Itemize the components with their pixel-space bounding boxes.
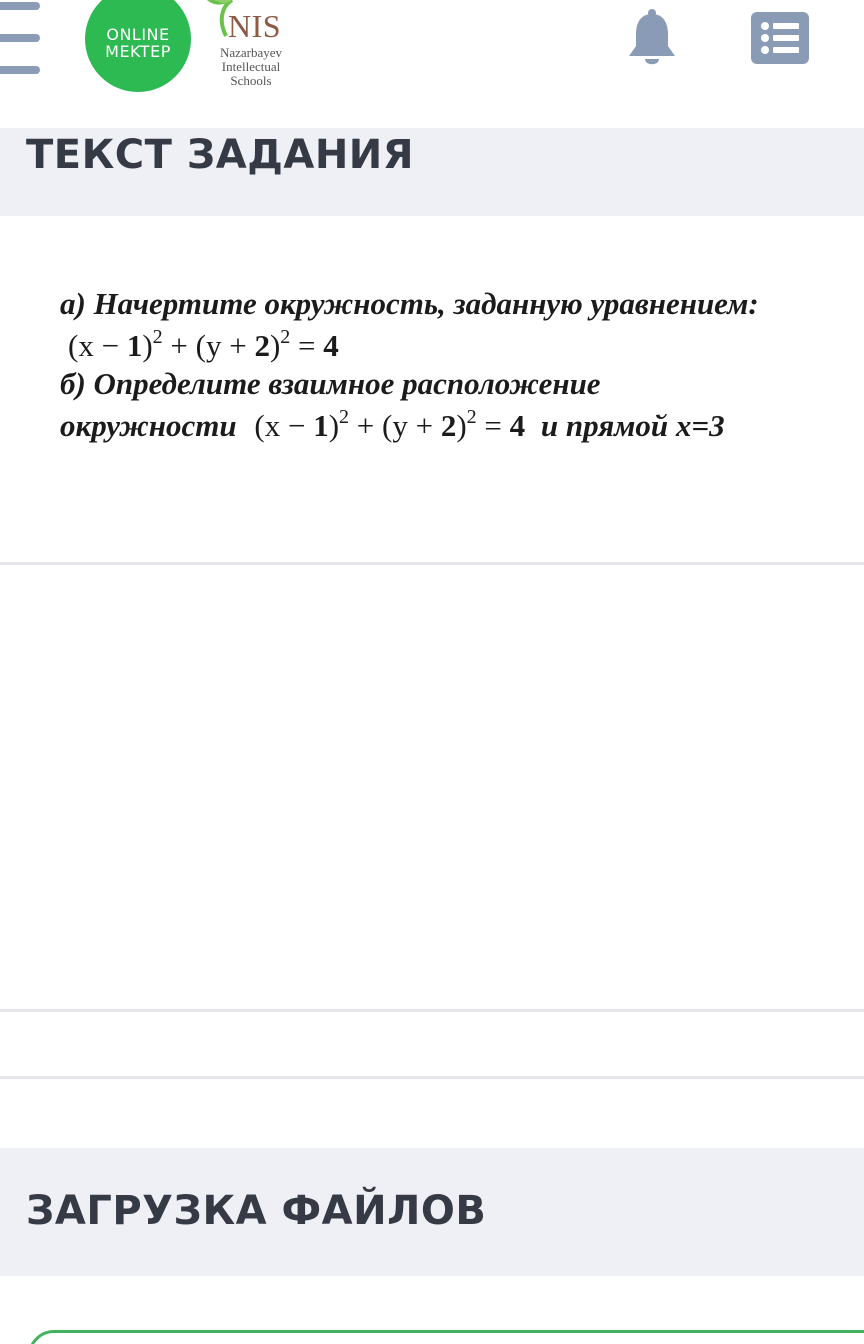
eq2-exp1: 2 <box>339 406 350 428</box>
upload-section-title: ЗАГРУЗКА ФАЙЛОВ <box>26 1188 487 1234</box>
eq-part3: = <box>290 328 324 363</box>
task-line-b-suffix: и прямой x=3 <box>540 408 725 443</box>
eq-exp1: 2 <box>152 326 163 348</box>
logo-online-line2: MEKTEP <box>105 42 171 61</box>
task-line-a: а) Начертите окружность, заданную уравнением: <box>60 286 759 321</box>
nis-line-3: Schools <box>230 73 272 88</box>
eq-result: 4 <box>323 328 339 363</box>
list-icon[interactable] <box>751 12 809 64</box>
nis-line-1: Nazarbayev <box>219 45 283 60</box>
eq2-part1: (x − <box>254 408 314 443</box>
online-mektep-logo[interactable] <box>85 0 191 92</box>
task-content <box>0 216 864 562</box>
eq2-num1: 1 <box>313 408 329 443</box>
task-line-b-word: окружности <box>60 408 237 443</box>
task-section-header <box>0 128 864 216</box>
task-line-b-equation: окружности $(x - 1)^2 + (y + 2)^2 = 4$ и прямой x=3 <box>60 406 725 443</box>
top-bar <box>0 0 864 128</box>
eq-part2: + (y + <box>162 328 255 363</box>
eq2-num2: 2 <box>440 408 457 443</box>
task-equation: $(x - 1)^2 + (y + 2)^2 = 4$ <box>68 326 339 363</box>
nis-title: NIS <box>228 8 282 44</box>
task-section-title: ТЕКСТ ЗАДАНИЯ <box>26 132 415 178</box>
eq2-part3: = <box>476 408 510 443</box>
hamburger-menu-icon[interactable] <box>0 0 42 76</box>
divider <box>0 1076 864 1079</box>
eq2-part2: + (y + <box>349 408 441 443</box>
divider <box>0 1009 864 1012</box>
task-line-b: б) Определите взаимное расположение <box>60 366 601 401</box>
eq-part1: (x − <box>68 328 127 363</box>
eq-exp2: 2 <box>280 326 291 348</box>
eq-num1: 1 <box>126 328 143 363</box>
upload-dropzone[interactable] <box>28 1330 864 1344</box>
eq-num2: 2 <box>254 328 270 363</box>
eq2-result: 4 <box>509 408 526 443</box>
nis-logo <box>198 0 298 92</box>
eq2-exp2: 2 <box>466 406 477 428</box>
logo-online-line1: ONLINE <box>106 25 170 44</box>
divider <box>0 562 864 565</box>
nis-line-2: Intellectual <box>221 59 281 74</box>
upload-section-header <box>0 1148 864 1276</box>
bell-icon[interactable] <box>624 8 680 68</box>
